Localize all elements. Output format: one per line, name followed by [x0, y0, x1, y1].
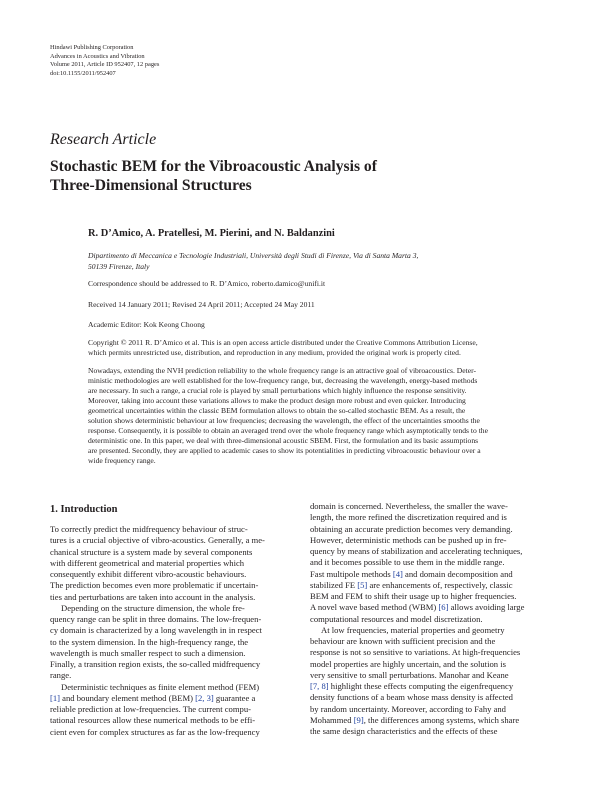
body-line: behaviour are known with sufficient precision and the [310, 636, 496, 646]
abstract-line: solution shows deterministic behaviour at low frequencies; decreasing the wavelength, the effect of the uncertainties smooths the [88, 415, 480, 425]
citation-link[interactable]: [6] [438, 602, 449, 613]
body-text: stabilized FE [310, 579, 358, 590]
body-line [310, 602, 551, 613]
journal-name: Advances in Acoustics and Vibration [50, 52, 145, 60]
affiliation [88, 251, 418, 272]
body-line: To correctly predict the midfrequency behaviour of struc- [50, 524, 248, 534]
body-line: tures is a crucial objective of vibro-acoustics. Generally, a me- [50, 535, 265, 546]
citation-link[interactable]: [2, 3] [195, 692, 214, 703]
right-column [310, 501, 551, 737]
submission-dates: Received 14 January 2011; Revised 24 April 2011; Accepted 24 May 2011 [88, 300, 315, 309]
body-line: obtaining an accurate prediction becomes very demanding. [310, 523, 513, 534]
publication-info [50, 44, 159, 79]
body-text: highlight these effects computing the eigenfrequency [328, 681, 514, 691]
body-text: A novel wave based method (WBM) [310, 602, 439, 613]
affiliation-line: Dipartimento di Meccanica e Tecnologie Industriali, Università degli Studi di Firenze, Via di Santa Marta 3, [88, 251, 419, 260]
abstract-line: wide frequency range. [88, 455, 156, 465]
body-line [310, 569, 551, 580]
abstract-line: geometrical uncertainties within the classic BEM formulation allows to obtain the so-called stochastic BEM. As a result, the [88, 405, 466, 415]
body-line: ties and perturbations are taken into account in the analysis. [50, 591, 256, 602]
citation-link[interactable]: [4] [392, 568, 403, 579]
body-text: are enhancements of, respectively, classic [367, 579, 513, 590]
body-line: cy domain is characterized by a long wavelength in in respect [50, 625, 262, 636]
body-line: Finally, a transition region exists, the so-called midfrequency [50, 659, 261, 669]
body-line [310, 715, 551, 726]
body-line: model properties are highly uncertain, and the solution is [310, 658, 506, 669]
body-line: density functions of a beam whose mass density is affected [310, 692, 513, 703]
abstract-line: Moreover, taking into account these variations allows to make the product design more robust and even quicker. Introducing [88, 395, 466, 405]
article-type: Research Article [50, 131, 157, 148]
body-line: quency by means of stabilization and accelerating techniques, [310, 546, 523, 556]
body-text: Mohammed [310, 714, 354, 725]
affiliation-line: 50139 Firenze, Italy [88, 261, 150, 271]
body-line: wavelength is much smaller respect to such a dimension. [50, 647, 246, 658]
body-line: However, deterministic methods can be pushed up in fre- [310, 534, 507, 545]
body-line: computational resources and model discretization. [310, 613, 483, 624]
body-text: , the differences among systems, which share [363, 714, 520, 725]
abstract-line: response. Consequently, it is possible to obtain an averaged trend over the whole frequency range which asymptotically tends to the [88, 425, 488, 435]
body-line: Deterministic techniques as finite element method (FEM) [61, 681, 260, 692]
body-line: with different geometrical and material properties which [50, 557, 245, 568]
body-line: range. [50, 670, 72, 681]
doi[interactable]: doi:10.1155/2011/952407 [50, 70, 116, 78]
body-line: response is not so sensitive to variations. At high-frequencies [310, 647, 521, 658]
left-column [50, 524, 293, 738]
citation-link[interactable]: [1] [50, 692, 61, 703]
citation-link[interactable]: [9] [353, 714, 364, 725]
citation-link[interactable]: [5] [357, 579, 368, 590]
body-line: reliable prediction at low-frequencies. The current compu- [50, 704, 251, 714]
body-line [310, 681, 551, 692]
abstract-line: ministic methodologies are well established for the low-frequency range, but, decreasing the wavelength, energy-based methods [88, 375, 478, 385]
body-line: Depending on the structure dimension, the whole fre- [61, 602, 245, 613]
body-text: guarantee a [213, 692, 256, 703]
body-line: length, the more refined the discretization required and is [310, 512, 507, 523]
body-text: and domain decomposition and [402, 568, 513, 579]
correspondence-note: Correspondence should be addressed to R. D’Amico, roberto.damico@unifi.it [88, 279, 326, 288]
body-text: Fast multipole methods [310, 568, 393, 579]
body-line: to the system dimension. In the high-frequency range, the [50, 636, 249, 647]
body-line: chanical structure is a system made by several components [50, 546, 253, 557]
author-list: R. D’Amico, A. Pratellesi, M. Pierini, and N. Baldanzini [88, 228, 335, 239]
academic-editor: Academic Editor: Kok Keong Choong [88, 320, 205, 329]
body-line: domain is concerned. Nevertheless, the smaller the wave- [310, 501, 508, 511]
abstract-line: Nowadays, extending the NVH prediction reliability to the whole frequency range is an attractive goal of vibroacoustics. Deter- [88, 366, 477, 375]
section-heading: 1. Introduction [50, 504, 118, 515]
title-line: Three-Dimensional Structures [50, 177, 252, 194]
body-line: tational resources allow these numerical methods to be effi- [50, 715, 256, 726]
body-text: and boundary element method (BEM) [60, 692, 196, 703]
abstract-line: are necessary. In such a range, a crucial role is played by small perturbations which highly influence the response sensitivity. [88, 385, 467, 395]
copyright-line: Copyright © 2011 R. D’Amico et al. This is an open access article distributed under the Creative Commons Attribution License, [88, 338, 478, 347]
body-line: and it becomes possible to use them in the middle range. [310, 557, 505, 568]
volume-info: Volume 2011, Article ID 952407, 12 pages [50, 61, 160, 69]
body-line: consequently exhibit different vibro-acoustic behaviours. [50, 569, 247, 579]
citation-link[interactable]: [7, 8] [310, 681, 329, 691]
body-line: The prediction becomes even more problematic if uncertain- [50, 580, 259, 591]
abstract [88, 366, 550, 466]
body-line: BEM and FEM to shift their usage up to higher frequencies. [310, 591, 517, 601]
paper-title [50, 157, 550, 195]
body-line: the same design characteristics and the effects of these [310, 726, 498, 736]
body-line [310, 580, 551, 591]
body-line: At low frequencies, material properties and geometry [321, 624, 505, 635]
abstract-line: deterministic one. In this paper, we deal with three-dimensional acoustic SBEM. First, the formulation and its basic assumptions [88, 435, 479, 445]
body-text: allows avoiding large [448, 602, 525, 613]
publisher-name: Hindawi Publishing Corporation [50, 44, 134, 51]
body-line: by random uncertainty. Moreover, according to Fahy and [310, 703, 506, 714]
title-line: Stochastic BEM for the Vibroacoustic Analysis of [50, 158, 377, 175]
copyright-notice [88, 338, 550, 359]
abstract-line: are presented. Secondly, they are applied to academic cases to show its potentialities in predicting vibroacoustic behaviour over a [88, 445, 481, 455]
body-line: cient even for complex structures as far as the low-frequency [50, 726, 260, 737]
body-line: very sensitive to small perturbations. Manohar and Keane [310, 669, 509, 680]
copyright-line: which permits unrestricted use, distribution, and reproduction in any medium, provided the original work is properly cited. [88, 348, 461, 358]
body-line: quency range can be split in three domains. The low-frequen- [50, 614, 262, 624]
body-line [50, 693, 293, 704]
